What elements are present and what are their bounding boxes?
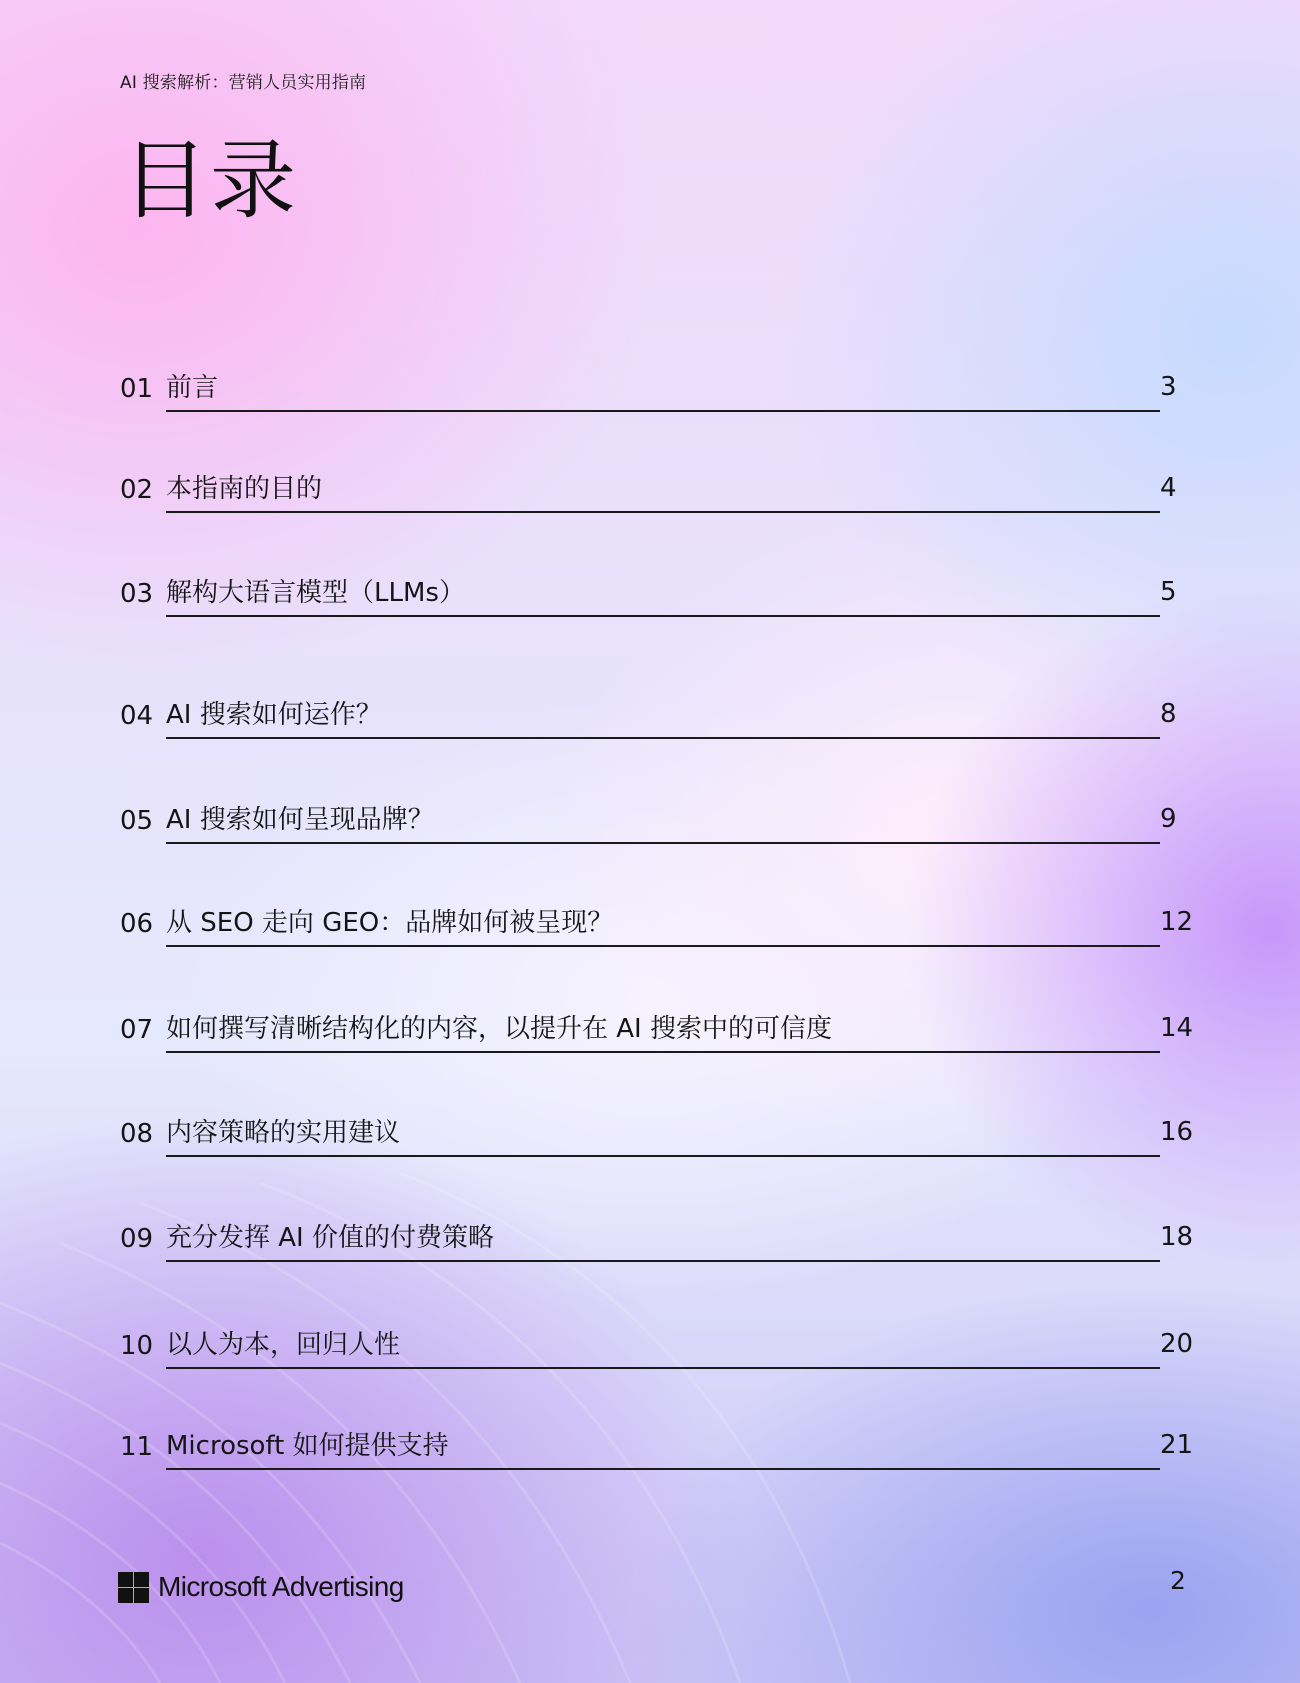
document-title: AI 搜索解析：营销人员实用指南 <box>120 73 367 93</box>
toc-entry-05[interactable] <box>0 794 1300 854</box>
toc-entry-title[interactable]: AI 搜索如何运作？ <box>166 700 382 730</box>
toc-entry-07[interactable] <box>0 1003 1300 1063</box>
toc-entry-page[interactable]: 9 <box>1160 804 1177 834</box>
toc-entry-number: 10 <box>120 1331 154 1361</box>
toc-entry-04[interactable] <box>0 689 1300 749</box>
toc-entry-06[interactable] <box>0 897 1300 957</box>
toc-entry-number: 07 <box>120 1015 154 1045</box>
toc-entry-02[interactable] <box>0 463 1300 523</box>
toc-entry-number: 08 <box>120 1119 154 1149</box>
toc-entry-01[interactable] <box>0 362 1300 422</box>
microsoft-logo-icon <box>118 1572 149 1603</box>
toc-entry-page[interactable]: 21 <box>1160 1430 1194 1460</box>
toc-entry-rule <box>166 410 1160 412</box>
toc-entry-rule <box>166 1260 1160 1262</box>
toc-entry-03[interactable] <box>0 567 1300 627</box>
page-number: 2 <box>1170 1566 1186 1595</box>
toc-entry-rule <box>166 737 1160 739</box>
toc-entry-number: 06 <box>120 909 154 939</box>
toc-entry-title[interactable]: 本指南的目的 <box>166 474 323 504</box>
toc-entry-number: 03 <box>120 579 154 609</box>
toc-entry-page[interactable]: 20 <box>1160 1329 1194 1359</box>
toc-entry-number: 11 <box>120 1432 154 1462</box>
toc-entry-title[interactable]: 前言 <box>166 373 219 403</box>
toc-entry-number: 04 <box>120 701 154 731</box>
toc-entry-rule <box>166 511 1160 513</box>
toc-entry-title[interactable]: 以人为本，回归人性 <box>166 1330 401 1360</box>
toc-entry-page[interactable]: 3 <box>1160 372 1177 402</box>
toc-entry-number: 09 <box>120 1224 154 1254</box>
toc-entry-number: 01 <box>120 374 154 404</box>
toc-entry-rule <box>166 1367 1160 1369</box>
toc-entry-page[interactable]: 18 <box>1160 1222 1194 1252</box>
toc-entry-10[interactable] <box>0 1319 1300 1379</box>
toc-entry-number: 05 <box>120 806 154 836</box>
toc-entry-11[interactable] <box>0 1420 1300 1480</box>
toc-entry-page[interactable]: 12 <box>1160 907 1194 937</box>
brand-logo <box>118 1570 404 1604</box>
toc-entry-page[interactable]: 16 <box>1160 1117 1194 1147</box>
toc-entry-title[interactable]: 内容策略的实用建议 <box>166 1118 401 1148</box>
toc-entry-08[interactable] <box>0 1107 1300 1167</box>
toc-entry-rule <box>166 1051 1160 1053</box>
toc-entry-rule <box>166 945 1160 947</box>
toc-entry-number: 02 <box>120 475 154 505</box>
toc-entry-title[interactable]: 充分发挥 AI 价值的付费策略 <box>166 1223 494 1253</box>
toc-entry-page[interactable]: 5 <box>1160 577 1177 607</box>
toc-entry-title[interactable]: AI 搜索如何呈现品牌？ <box>166 805 434 835</box>
toc-entry-title[interactable]: 如何撰写清晰结构化的内容，以提升在 AI 搜索中的可信度 <box>166 1014 832 1044</box>
toc-entry-09[interactable] <box>0 1212 1300 1272</box>
toc-entry-page[interactable]: 8 <box>1160 699 1177 729</box>
toc-entry-title[interactable]: Microsoft 如何提供支持 <box>166 1431 449 1461</box>
toc-entry-page[interactable]: 4 <box>1160 473 1177 503</box>
toc-entry-title[interactable]: 解构大语言模型（LLMs） <box>166 578 465 608</box>
toc-entry-rule <box>166 1155 1160 1157</box>
toc-entry-page[interactable]: 14 <box>1160 1013 1194 1043</box>
toc-entry-rule <box>166 842 1160 844</box>
toc-entry-rule <box>166 615 1160 617</box>
page-title: 目录 <box>122 131 298 231</box>
toc-entry-title[interactable]: 从 SEO 走向 GEO：品牌如何被呈现？ <box>166 908 614 938</box>
toc-entry-rule <box>166 1468 1160 1470</box>
brand-name: Microsoft Advertising <box>158 1571 404 1602</box>
